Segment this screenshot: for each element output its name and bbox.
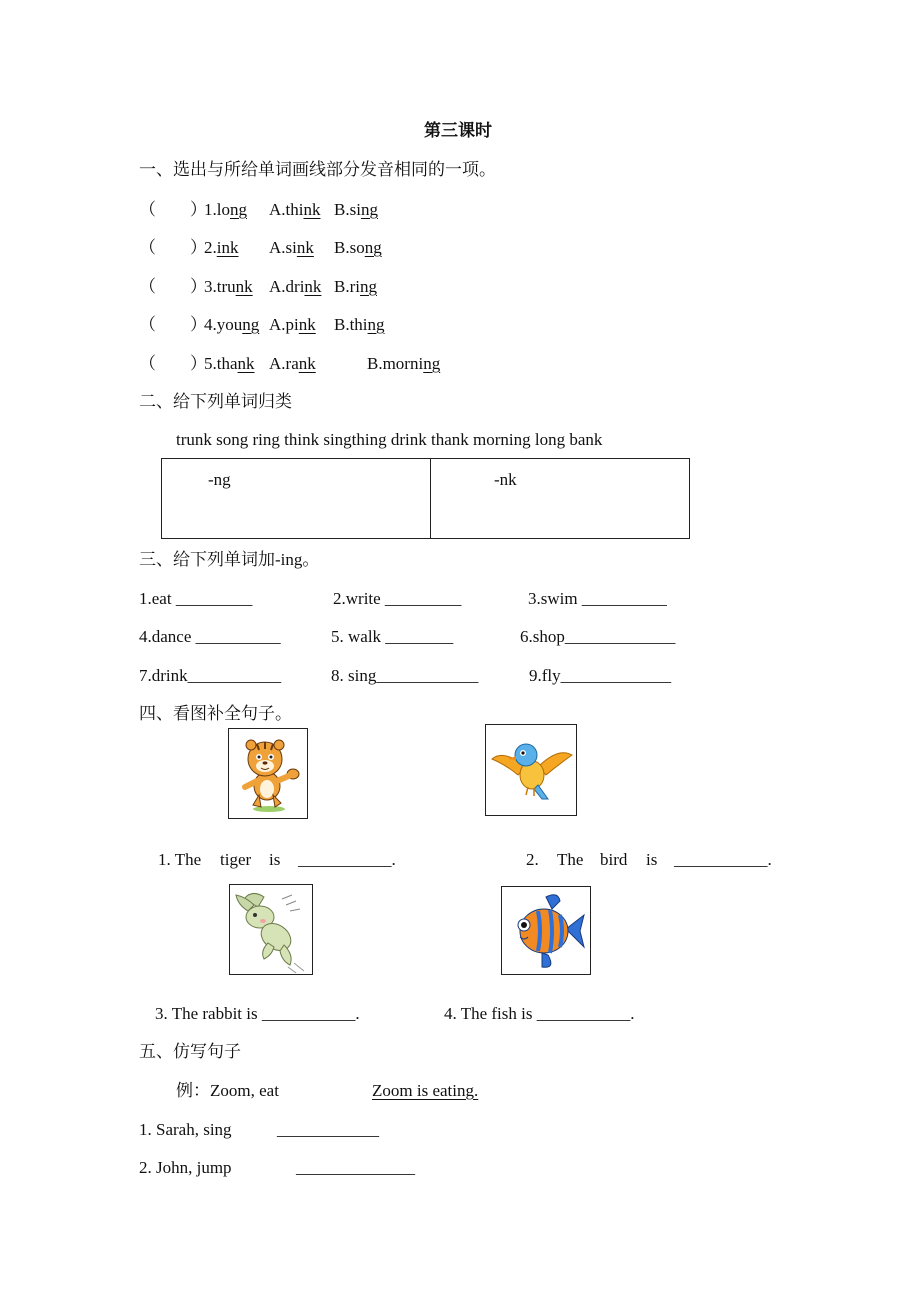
sentence-1-blank[interactable]: ___________. (298, 850, 396, 869)
sentence-2-part: The (557, 850, 584, 869)
word-stem: A.pi (269, 315, 299, 334)
ing-item[interactable]: 1.eat _________ (139, 589, 253, 608)
underlined-sound: ng (359, 277, 377, 296)
underlined-sound: nk (298, 354, 316, 373)
option-a (269, 200, 320, 220)
ing-item[interactable]: 2.write _________ (333, 589, 462, 608)
ing-item[interactable]: 4.dance __________ (139, 627, 281, 646)
underlined-sound: ng (367, 315, 385, 334)
option-a (269, 315, 316, 335)
section-1-heading: 一、选出与所给单词画线部分发音相同的一项。 (139, 160, 496, 179)
sentence-4[interactable]: 4. The fish is ___________. (444, 1004, 635, 1023)
underlined-sound: nk (235, 277, 253, 296)
word-stem: 1.lo (204, 200, 230, 219)
underlined-sound: ng (364, 238, 382, 257)
underlined-sound: ng (423, 354, 441, 373)
bird-picture (485, 724, 577, 816)
rabbit-icon (230, 885, 312, 974)
answer-paren[interactable]: （ ） (139, 354, 207, 373)
answer-paren[interactable]: （ ） (139, 315, 207, 334)
rabbit-picture (229, 884, 313, 975)
word-list: trunk song ring think singthing drink thank morning long bank (176, 430, 603, 449)
word-stem: 5.tha (204, 354, 238, 373)
word-stem: B.ri (334, 277, 360, 296)
word-stem: B.morni (367, 354, 424, 373)
word-stem: A.thi (269, 200, 304, 219)
word-stem: 4.you (204, 315, 243, 334)
question-word (204, 238, 238, 258)
word-stem: A.dri (269, 277, 305, 296)
ing-item[interactable]: 3.swim __________ (528, 589, 667, 608)
answer-paren[interactable]: （ ） (139, 238, 207, 257)
underlined-sound: nk (298, 315, 316, 334)
nk-column[interactable] (431, 459, 690, 539)
sentence-2-blank[interactable]: ___________. (674, 850, 772, 869)
word-stem: 2. (204, 238, 217, 257)
ng-column[interactable] (162, 459, 431, 539)
sentence-2-part: is (646, 850, 658, 869)
option-b (334, 315, 385, 335)
option-b (334, 200, 378, 220)
underlined-sound: nk (237, 354, 255, 373)
question-word (204, 315, 259, 335)
word-stem: B.si (334, 200, 361, 219)
section-5-heading: 五、仿写句子 (139, 1042, 241, 1061)
underlined-sound: ng (242, 315, 260, 334)
answer-paren[interactable]: （ ） (139, 200, 207, 219)
underlined-sound: ink (216, 238, 239, 257)
word-stem: B.thi (334, 315, 368, 334)
section-4-heading: 四、看图补全句子。 (139, 704, 292, 723)
underlined-sound: ng (360, 200, 378, 219)
option-b (334, 238, 382, 258)
word-stem: A.si (269, 238, 297, 257)
sentence-1-part: 1. The (158, 850, 202, 869)
word-stem: B.so (334, 238, 365, 257)
underlined-sound: nk (303, 200, 321, 219)
tiger-picture (228, 728, 308, 819)
underlined-sound: nk (304, 277, 322, 296)
underlined-sound: nk (296, 238, 314, 257)
option-a (269, 277, 321, 297)
nk-column-header: -nk (494, 470, 517, 489)
option-a (269, 238, 314, 258)
tiger-icon (229, 729, 307, 818)
sentence-3[interactable]: 3. The rabbit is ___________. (155, 1004, 360, 1023)
example-answer: Zoom is eating. (372, 1081, 479, 1100)
section-3-heading: 三、给下列单词加-ing。 (139, 550, 320, 569)
word-stem: A.ra (269, 354, 299, 373)
sentence-2-part: 2. (526, 850, 539, 869)
answer-paren[interactable]: （ ） (139, 277, 207, 296)
fish-icon (502, 887, 590, 974)
ing-item[interactable]: 9.fly_____________ (529, 666, 672, 685)
option-b (334, 277, 377, 297)
bird-icon (486, 725, 576, 815)
ing-item[interactable]: 5. walk ________ (331, 627, 454, 646)
sentence-1-part: is (269, 850, 281, 869)
fish-picture (501, 886, 591, 975)
sentence-1-part: tiger (220, 850, 252, 869)
ing-item[interactable]: 7.drink___________ (139, 666, 282, 685)
question-1-label: 1. Sarah, sing (139, 1120, 232, 1139)
question-2-blank[interactable]: ______________ (296, 1158, 415, 1177)
word-stem: 3.tru (204, 277, 236, 296)
section-2-heading: 二、给下列单词归类 (139, 392, 292, 411)
question-1-blank[interactable]: ____________ (277, 1120, 379, 1139)
page-title: 第三课时 (424, 121, 492, 140)
ing-item[interactable]: 6.shop_____________ (520, 627, 676, 646)
question-2-label: 2. John, jump (139, 1158, 232, 1177)
underlined-sound: ng (229, 200, 247, 219)
question-word (204, 200, 247, 220)
ing-item[interactable]: 8. sing____________ (331, 666, 479, 685)
example-label: 例：Zoom, eat (176, 1081, 279, 1100)
question-word (204, 354, 255, 374)
option-a (269, 354, 316, 374)
ng-column-header: -ng (208, 470, 231, 489)
classification-table (161, 458, 690, 539)
option-b (367, 354, 440, 374)
sentence-2-part: bird (600, 850, 628, 869)
question-word (204, 277, 253, 297)
